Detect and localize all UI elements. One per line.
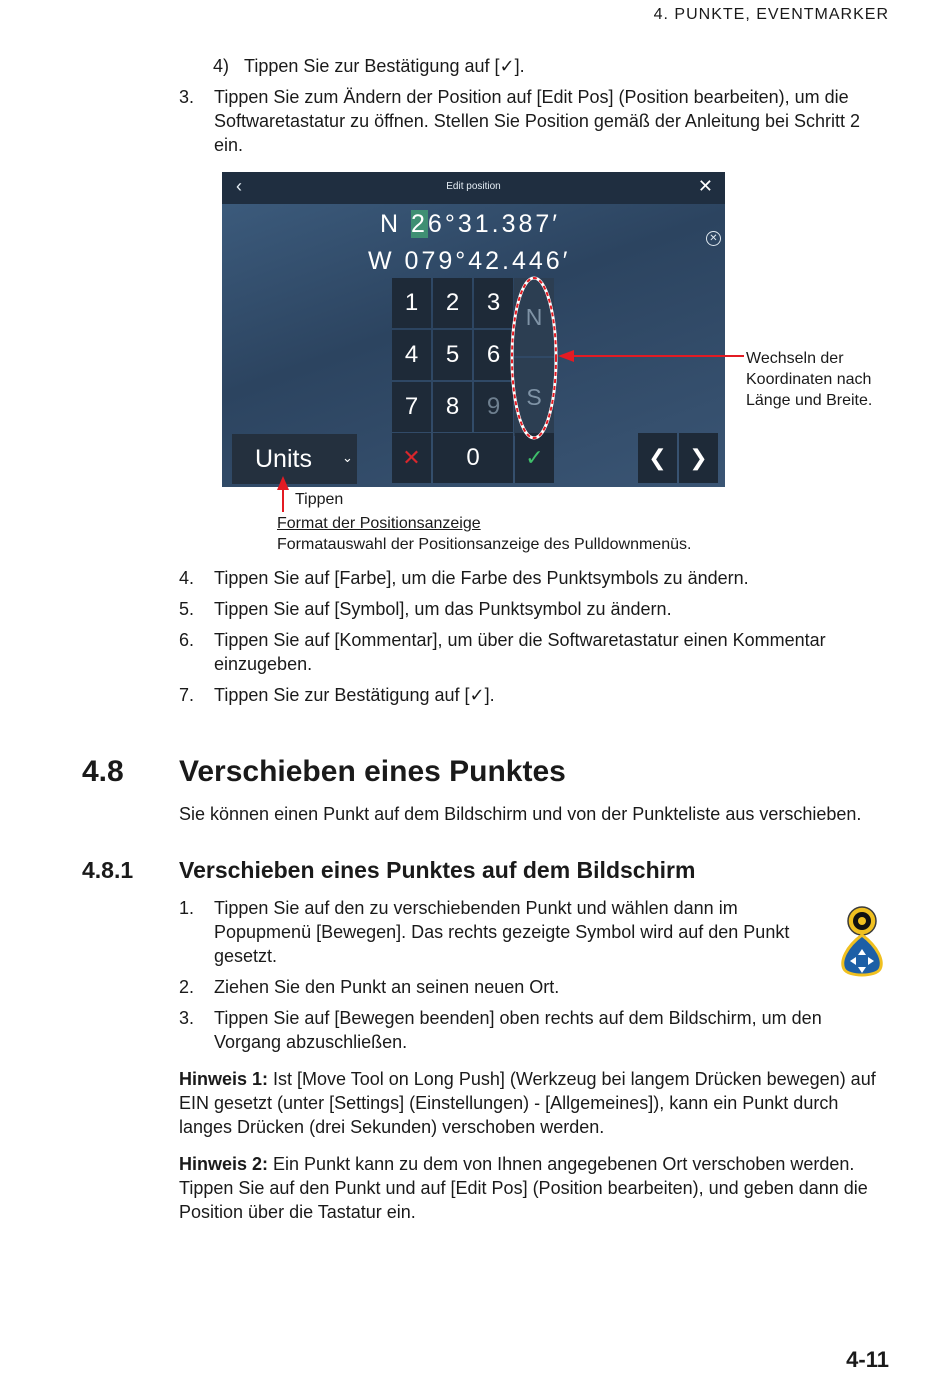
step-text: Tippen Sie auf [Farbe], um die Farbe des Punktsymbols zu ändern. xyxy=(214,568,749,588)
key-1[interactable]: 1 xyxy=(392,278,431,328)
step-number: 6. xyxy=(179,630,195,650)
cancel-button[interactable]: ✕ xyxy=(392,433,431,483)
substep-text: Tippen Sie zur Bestätigung auf [✓]. xyxy=(244,56,525,76)
key-8[interactable]: 8 xyxy=(433,382,472,432)
screen-title: Edit position xyxy=(446,181,501,192)
note-label: Hinweis 1: xyxy=(179,1069,269,1089)
subsection-title: Verschieben eines Punktes auf dem Bildschirm xyxy=(179,857,696,883)
key-south[interactable]: S xyxy=(514,358,554,436)
key-0[interactable]: 0 xyxy=(433,433,513,483)
note-text: Ist [Move Tool on Long Push] (Werkzeug bei langem Drücken bewegen) auf EIN gesetzt (unter [Settings] (Einstellungen) - [Allgemeines]), kann ein Punkt durch langes Drücken (drei Sekunden) verschoben werden. xyxy=(179,1069,876,1137)
step-number: 4. xyxy=(179,568,195,588)
cursor-right-button[interactable]: ❯ xyxy=(679,433,718,483)
step-text: Tippen Sie auf [Kommentar], um über die Softwaretastatur einen Kommentar einzugeben. xyxy=(214,630,826,674)
running-head: 4. PUNKTE, EVENTMARKER xyxy=(653,6,889,23)
note-text: Ein Punkt kann zu dem von Ihnen angegebenen Ort verschoben werden. Tippen Sie auf den Punkt und auf [Edit Pos] (Position bearbeiten), und geben dann die Position über die Tastatur ein. xyxy=(179,1154,868,1222)
back-icon[interactable]: ‹ xyxy=(236,176,242,196)
key-5[interactable]: 5 xyxy=(433,330,472,380)
format-callout-title: Format der Positionsanzeige xyxy=(277,515,481,532)
confirm-button[interactable]: ✓ xyxy=(515,433,554,483)
key-3[interactable]: 3 xyxy=(474,278,513,328)
cursor-digit: 2 xyxy=(411,210,428,238)
move-tool-icon xyxy=(836,905,888,981)
format-callout-desc: Formatauswahl der Positionsanzeige des Pulldownmenüs. xyxy=(277,536,692,553)
note-2 xyxy=(179,1152,894,1224)
tap-callout: Tippen xyxy=(295,491,344,508)
step-number: 7. xyxy=(179,685,195,705)
longitude-field[interactable]: W 079°42.446′ xyxy=(368,247,571,275)
step-number: 3. xyxy=(179,87,195,107)
key-6[interactable]: 6 xyxy=(474,330,513,380)
step-number: 3. xyxy=(179,1008,195,1028)
step-text: Tippen Sie zum Ändern der Position auf [Edit Pos] (Position bearbeiten), um die Softwaretastatur zu öffnen. Stellen Sie Position gemäß der Anleitung bei Schritt 2 ein. xyxy=(214,87,861,155)
latitude-value: 6°31.387′ xyxy=(427,210,560,238)
substep-number: 4) xyxy=(213,56,230,76)
note-label: Hinweis 2: xyxy=(179,1154,269,1174)
units-label: Units xyxy=(255,445,312,473)
chevron-down-icon: ⌄ xyxy=(342,450,353,465)
clear-icon[interactable]: ✕ xyxy=(706,231,721,246)
note-1 xyxy=(179,1067,894,1139)
page-number: 4-11 xyxy=(846,1347,889,1372)
key-2[interactable]: 2 xyxy=(433,278,472,328)
step-text: Tippen Sie zur Bestätigung auf [✓]. xyxy=(214,685,495,705)
key-7[interactable]: 7 xyxy=(392,382,431,432)
section-title: Verschieben eines Punktes xyxy=(179,755,566,788)
step-text: Tippen Sie auf [Symbol], um das Punktsymbol zu ändern. xyxy=(214,599,672,619)
step-number: 2. xyxy=(179,977,195,997)
step-number: 1. xyxy=(179,898,195,918)
step-text: Ziehen Sie den Punkt an seinen neuen Ort. xyxy=(214,977,560,997)
key-9[interactable]: 9 xyxy=(474,382,513,432)
step-number: 5. xyxy=(179,599,195,619)
key-north[interactable]: N xyxy=(514,278,554,356)
close-icon[interactable]: ✕ xyxy=(697,176,713,196)
step-text: Tippen Sie auf [Bewegen beenden] oben rechts auf dem Bildschirm, um den Vorgang abzuschließen. xyxy=(214,1008,822,1052)
subsection-number: 4.8.1 xyxy=(82,857,134,883)
section-intro: Sie können einen Punkt auf dem Bildschirm und von der Punkteliste aus verschieben. xyxy=(179,804,862,824)
callout-line: Wechseln der xyxy=(746,350,844,367)
cursor-left-button[interactable]: ❮ xyxy=(638,433,677,483)
section-number: 4.8 xyxy=(82,755,124,788)
latitude-hemisphere: N xyxy=(380,210,402,238)
callout-line: Koordinaten nach xyxy=(746,371,872,388)
key-4[interactable]: 4 xyxy=(392,330,431,380)
callout-arrows xyxy=(0,0,950,560)
callout-line: Länge und Breite. xyxy=(746,392,873,409)
ns-toggle-callout xyxy=(746,348,872,411)
step-text: Tippen Sie auf den zu verschiebenden Punkt und wählen dann im Popupmenü [Bewegen]. Das rechts gezeigte Symbol wird auf den Punkt gesetzt. xyxy=(214,898,790,966)
